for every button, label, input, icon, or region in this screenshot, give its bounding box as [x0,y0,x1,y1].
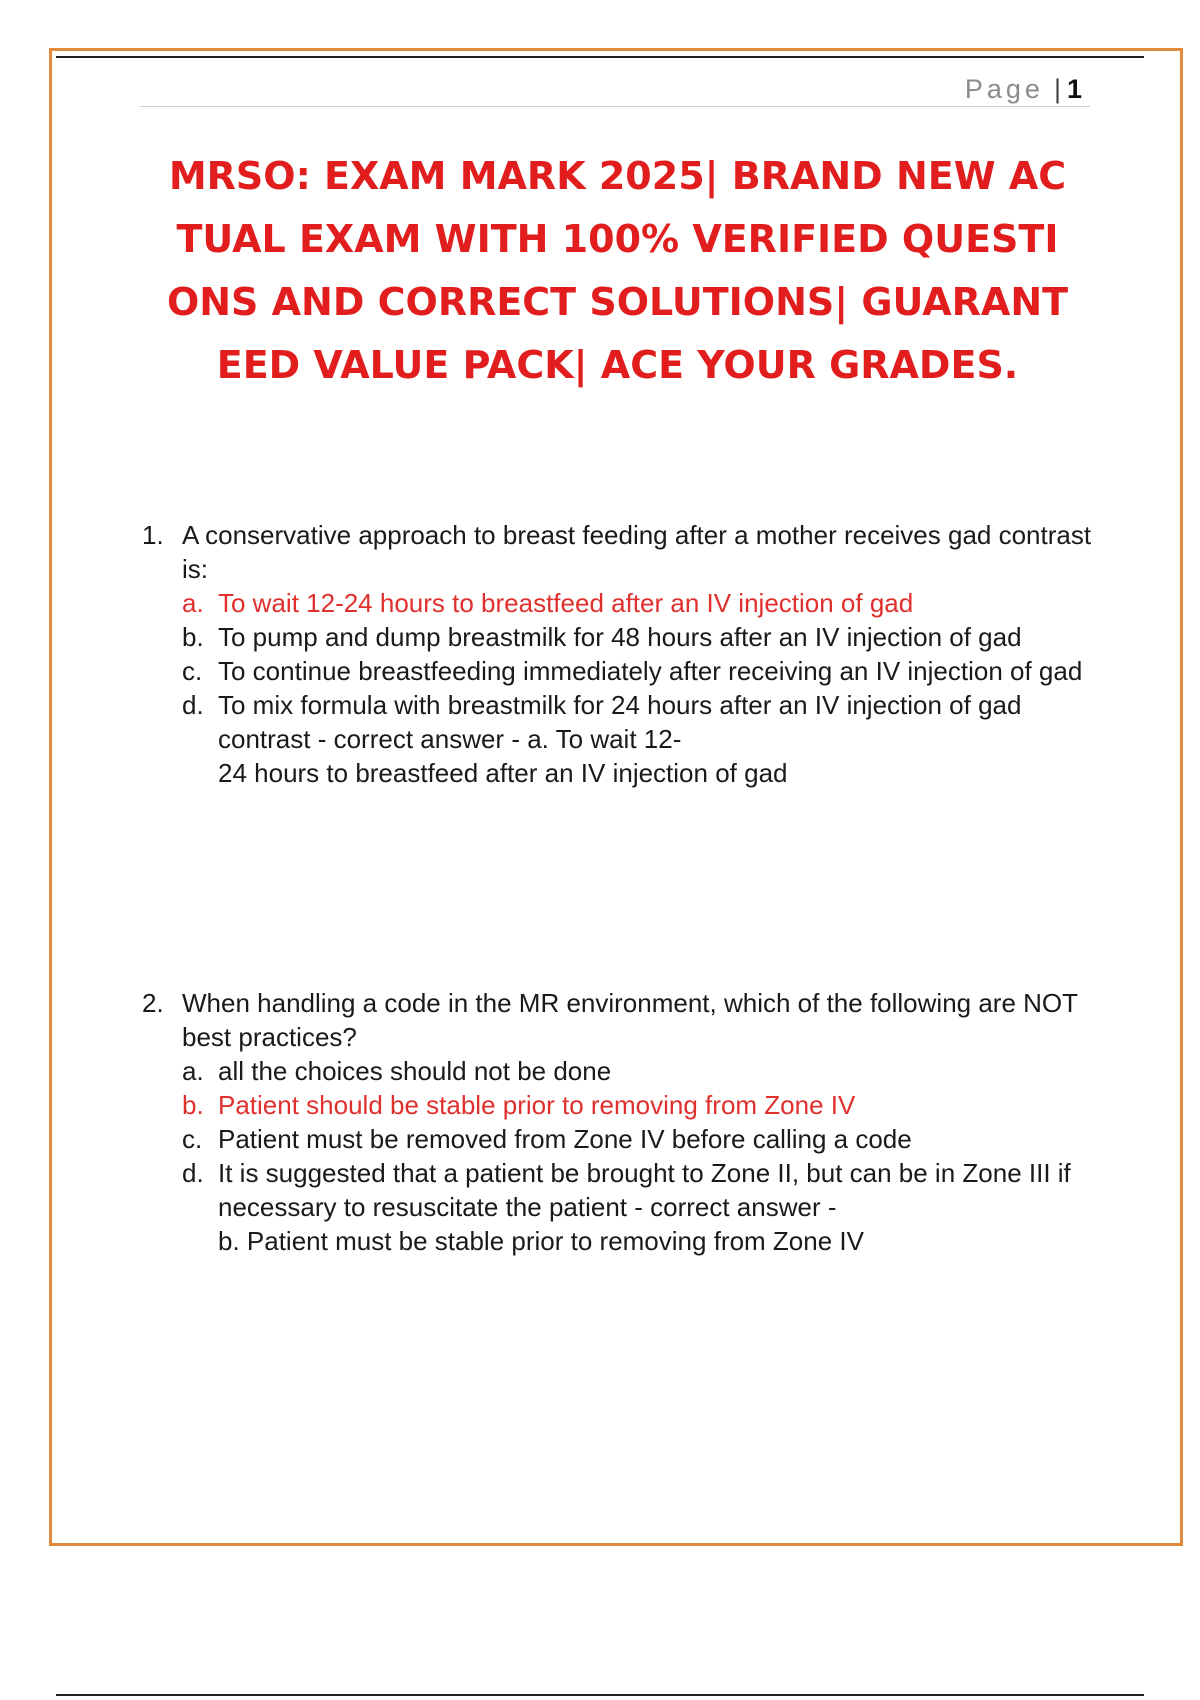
question-text: A conservative approach to breast feeding after a mother receives gad contrast is: [182,520,1092,584]
option-text-line: To mix formula with breastmilk for 24 hours after an IV injection of gad contrast - correct answer - a. To wait 12- [218,690,1022,754]
option-text-continuation: b. Patient must be stable prior to removing from Zone IV [218,1226,864,1256]
option-letter: a. [182,588,204,618]
question-number: 1. [142,520,164,550]
option-letter: d. [182,1158,204,1188]
option-c [182,654,1092,688]
question-1-options [142,586,1092,790]
option-a-correct [182,586,1092,620]
document-title: MRSO: EXAM MARK 2025| BRAND NEW ACTUAL EXAM WITH 100% VERIFIED QUESTIONS AND CORRECT SOLUTIONS| GUARANTEED VALUE PACK| ACE YOUR GRADES. [166,154,1069,387]
option-letter: b. [182,1090,204,1120]
option-text: all the choices should not be done [218,1056,612,1086]
question-2 [142,986,1092,1258]
option-b [182,620,1092,654]
question-text: When handling a code in the MR environment, which of the following are NOT best practices? [182,988,1078,1052]
page-word: Page [964,74,1044,104]
option-text-continuation: 24 hours to breastfeed after an IV injection of gad [218,758,788,788]
question-2-stem [142,986,1092,1054]
option-text: Patient should be stable prior to removing from Zone IV [218,1090,856,1120]
option-text: To wait 12-24 hours to breastfeed after an IV injection of gad [218,588,914,618]
option-d [182,688,1092,790]
option-c [182,1122,1092,1156]
option-text [218,1156,1092,1258]
option-text: To continue breastfeeding immediately after receiving an IV injection of gad [218,656,1083,686]
bottom-rule [56,1694,1144,1696]
page-separator: | [1053,74,1061,104]
question-2-options [142,1054,1092,1258]
question-1 [142,518,1092,790]
option-text: To pump and dump breastmilk for 48 hours after an IV injection of gad [218,622,1022,652]
option-b-correct [182,1088,1092,1122]
question-1-stem [142,518,1092,586]
question-number: 2. [142,988,164,1018]
page-number: 1 [1066,74,1082,104]
option-text: Patient must be removed from Zone IV before calling a code [218,1124,912,1154]
option-d [182,1156,1092,1258]
option-letter: a. [182,1056,204,1086]
option-letter: c. [182,656,203,686]
option-a [182,1054,1092,1088]
option-letter: d. [182,690,204,720]
option-letter: c. [182,1124,203,1154]
option-text [218,688,1092,790]
option-text-line: It is suggested that a patient be brought to Zone II, but can be in Zone III if necessary to resuscitate the patient - correct answer - [218,1158,1071,1222]
option-letter: b. [182,622,204,652]
